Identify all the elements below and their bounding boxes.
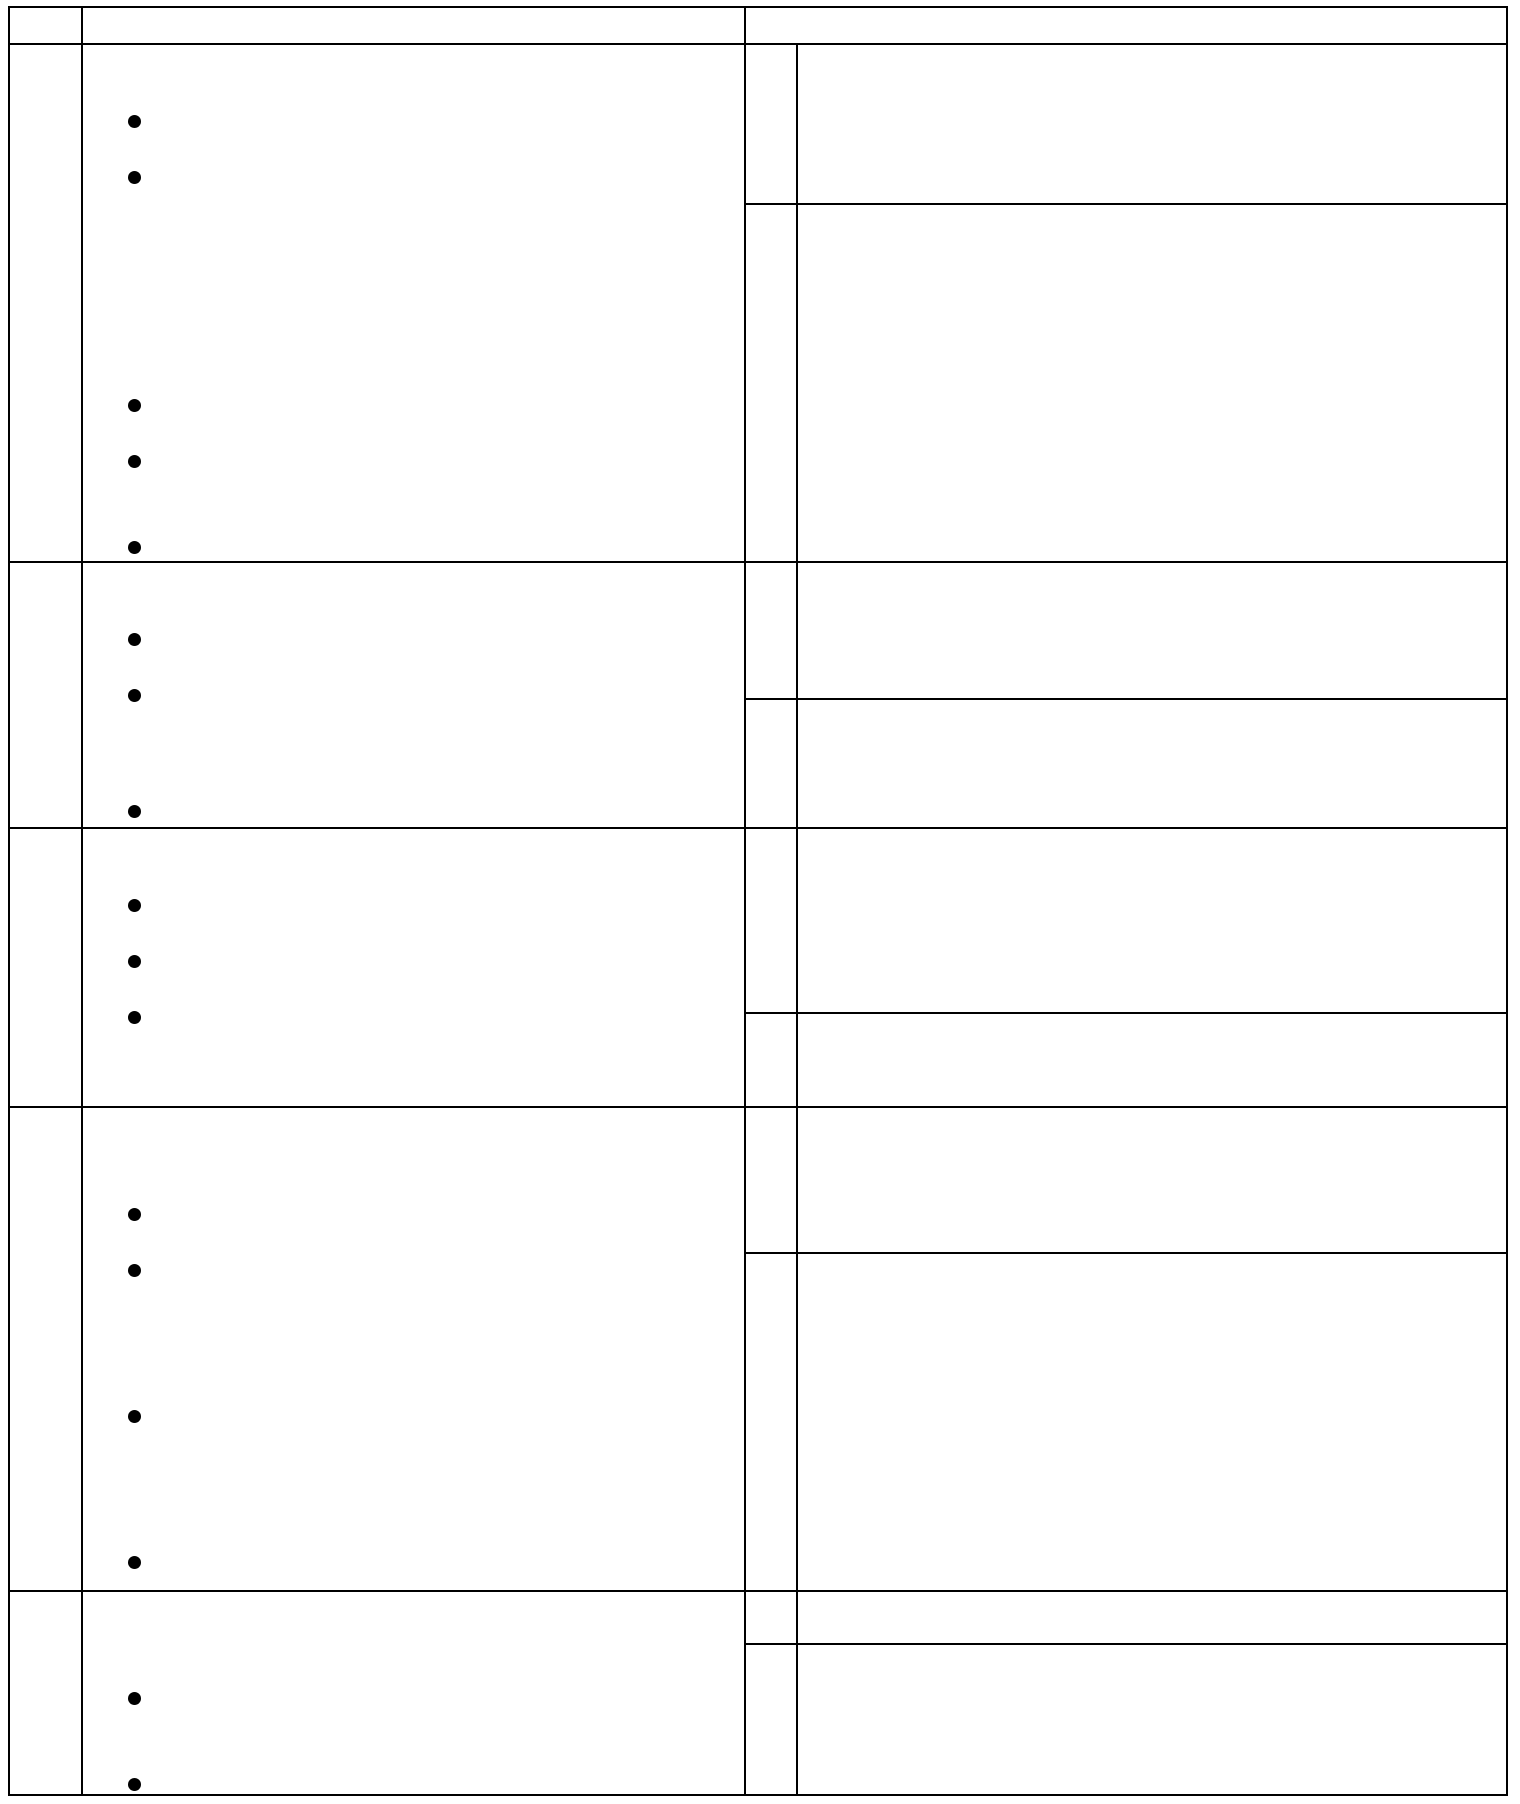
bullet-icon [128,899,141,912]
bullet-icon [128,689,141,702]
table-border [8,6,1508,1796]
bullet-icon [128,1264,141,1277]
bullet-icon [128,455,141,468]
bullet-icon [128,115,141,128]
yes-no-divider [745,1012,1506,1014]
troubleshooting-table [8,6,1508,1796]
column-divider-action [744,6,746,1796]
bullet-icon [128,171,141,184]
yes-no-divider [745,1252,1506,1254]
yes-no-divider [745,203,1506,205]
bullet-icon [128,1692,141,1705]
bullet-icon [128,633,141,646]
bullet-icon [128,1011,141,1024]
row-divider [8,1106,1506,1108]
row-divider [8,1590,1506,1592]
row-divider [8,561,1506,563]
row-divider [8,827,1506,829]
yes-no-divider [745,698,1506,700]
column-divider-yesno [796,44,798,1796]
yes-no-divider [745,1643,1506,1645]
bullet-icon [128,805,141,818]
column-divider-step [81,6,83,1796]
header-divider [8,43,1506,45]
bullet-icon [128,1410,141,1423]
bullet-icon [128,955,141,968]
bullet-icon [128,541,141,554]
bullet-icon [128,1556,141,1569]
bullet-icon [128,399,141,412]
bullet-icon [128,1778,141,1791]
bullet-icon [128,1208,141,1221]
